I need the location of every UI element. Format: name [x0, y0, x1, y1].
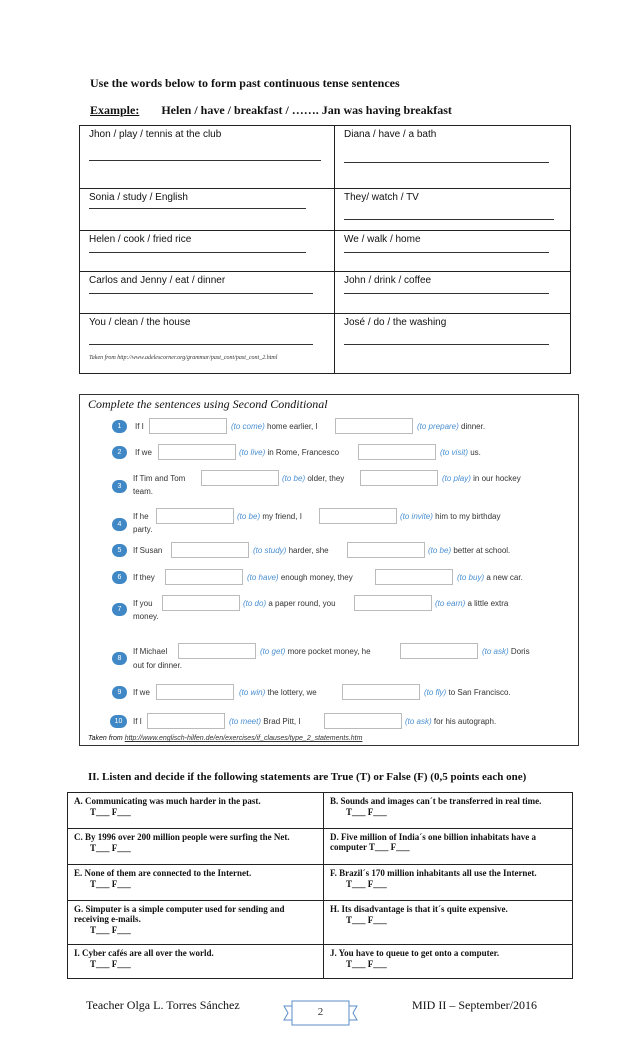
item-text: more pocket money, he	[287, 647, 371, 656]
example-line	[90, 103, 452, 118]
prompt-text: Helen / cook / fried rice	[89, 234, 192, 245]
statement-text: A. Communicating was much harder in the past.	[74, 796, 261, 806]
item-number: 6	[112, 571, 127, 584]
item-text: If they	[133, 573, 155, 582]
second-conditional-title: Complete the sentences using Second Conditional	[88, 397, 328, 411]
item-text: If I	[135, 422, 144, 431]
page-number-badge	[283, 1000, 358, 1026]
verb-hint: (to ask)	[482, 647, 509, 656]
answer-box[interactable]	[149, 418, 227, 434]
statement-cell	[324, 901, 573, 945]
verb-hint: (to fly)	[424, 688, 447, 697]
item-text: the lottery, we	[267, 688, 317, 697]
statement-text: H. Its disadvantage is that it´s quite expensive.	[330, 904, 508, 914]
answer-box[interactable]	[335, 418, 413, 434]
statement-text: D. Five million of India´s one billion inhabitats have a computer T___ F___	[330, 832, 537, 852]
item-text: If we	[133, 688, 150, 697]
verb-hint: (to visit)	[440, 448, 468, 457]
item-text: my friend, I	[262, 512, 302, 521]
item-text	[435, 599, 508, 608]
teacher-name: Teacher Olga L. Torres Sánchez	[86, 998, 240, 1012]
item-number: 1	[112, 420, 127, 433]
item-text: older, they	[307, 474, 345, 483]
answer-box[interactable]	[147, 713, 225, 729]
item-text: for his autograph.	[433, 717, 497, 726]
item-text: him to my birthday	[435, 512, 501, 521]
answer-line	[344, 293, 549, 294]
page-number: 2	[317, 1006, 324, 1018]
statement-text: F. Brazil´s 170 million inhabitants all use the Internet.	[330, 868, 537, 878]
statement-cell	[324, 829, 573, 865]
answer-line	[344, 252, 549, 253]
item-text	[482, 647, 530, 656]
true-false-table	[67, 792, 573, 979]
past-continuous-table	[79, 125, 571, 374]
item-number: 4	[112, 518, 127, 531]
item-number: 2	[112, 446, 127, 459]
statement-text: E. None of them are connected to the Internet.	[74, 868, 252, 878]
credit-link[interactable]: http://www.englisch-hilfen.de/en/exercises/if_clauses/type_2_statements.htm	[124, 735, 363, 742]
item-text: a little extra	[467, 599, 509, 608]
answer-box[interactable]	[400, 643, 478, 659]
item-text	[405, 717, 496, 726]
exercise-cell	[335, 126, 571, 189]
exam-label: MID II – September/2016	[412, 998, 537, 1012]
item-text: out for dinner.	[133, 661, 182, 670]
item-text: home earlier, I	[267, 422, 318, 431]
statement-cell	[324, 945, 573, 979]
statement-cell	[324, 793, 573, 829]
source-credit-2	[88, 735, 362, 742]
true-false-blank[interactable]: T___ F___	[90, 807, 131, 817]
statement-cell	[68, 829, 324, 865]
item-text: If we	[135, 448, 152, 457]
true-false-blank[interactable]: T___ F___	[90, 879, 131, 889]
item-text	[417, 422, 485, 431]
listening-heading: II. Listen and decide if the following statements are True (T) or False (F) (0,5 points each one)	[88, 771, 527, 783]
answer-box[interactable]	[324, 713, 402, 729]
statement-text: G. Simputer is a simple computer used for sending and receiving e-mails.	[74, 904, 285, 924]
statement-cell	[68, 945, 324, 979]
answer-box[interactable]	[178, 643, 256, 659]
verb-hint: (to get)	[260, 647, 286, 656]
true-false-blank[interactable]: T___ F___	[90, 959, 131, 969]
item-number: 9	[112, 686, 127, 699]
item-text: Brad Pitt, I	[263, 717, 301, 726]
verb-hint: (to invite)	[400, 512, 433, 521]
item-text: If Tim and Tom	[133, 474, 186, 483]
true-false-blank[interactable]: T___ F___	[346, 879, 387, 889]
item-text: enough money, they	[280, 573, 353, 582]
item-text	[457, 573, 523, 582]
item-text	[282, 474, 344, 483]
item-text	[424, 688, 511, 697]
answer-line	[344, 219, 554, 220]
verb-hint: (to be)	[282, 474, 306, 483]
item-text: us.	[470, 448, 481, 457]
item-text: dinner.	[461, 422, 486, 431]
source-credit: Taken from http://www.adelescorner.org/grammar/past_cont/past_cont_2.html	[89, 355, 278, 361]
verb-hint: (to play)	[442, 474, 471, 483]
verb-hint: (to win)	[239, 688, 266, 697]
answer-box[interactable]	[201, 470, 279, 486]
item-text	[253, 546, 329, 555]
true-false-blank[interactable]: T___ F___	[90, 925, 131, 935]
exercise-cell	[80, 314, 335, 374]
prompt-text: Carlos and Jenny / eat / dinner	[89, 275, 226, 286]
answer-line	[89, 293, 313, 294]
answer-line	[344, 162, 549, 163]
item-text	[243, 599, 336, 608]
item-text: If you	[133, 599, 153, 608]
answer-box[interactable]	[360, 470, 438, 486]
item-text: team.	[133, 487, 154, 496]
prompt-text: Jhon / play / tennis at the club	[89, 129, 222, 140]
statement-cell	[324, 865, 573, 901]
instruction-heading: Use the words below to form past continuous tense sentences	[90, 76, 400, 90]
item-text: Doris	[510, 647, 530, 656]
answer-box[interactable]	[156, 508, 234, 524]
prompt-text: They/ watch / TV	[344, 192, 419, 203]
prompt-text: Diana / have / a bath	[344, 129, 437, 140]
item-text: in Rome, Francesco	[267, 448, 340, 457]
true-false-blank[interactable]: T___ F___	[346, 915, 387, 925]
item-text: If Michael	[133, 647, 168, 656]
item-text: party.	[133, 525, 153, 534]
exercise-cell	[80, 231, 335, 272]
credit-prefix: Taken from	[88, 735, 123, 742]
item-number: 5	[112, 544, 127, 557]
answer-line	[89, 160, 321, 161]
verb-hint: (to have)	[247, 573, 279, 582]
item-text	[239, 448, 339, 457]
verb-hint: (to live)	[239, 448, 266, 457]
statement-cell	[68, 793, 324, 829]
verb-hint: (to do)	[243, 599, 267, 608]
item-text: a new car.	[486, 573, 523, 582]
exercise-cell	[80, 272, 335, 314]
answer-box[interactable]	[162, 595, 240, 611]
true-false-blank[interactable]: T___ F___	[346, 807, 387, 817]
true-false-blank[interactable]: T___ F___	[346, 959, 387, 969]
answer-line	[89, 344, 313, 345]
answer-box[interactable]	[158, 444, 236, 460]
statement-cell	[68, 901, 324, 945]
exercise-cell	[335, 314, 571, 374]
item-text	[247, 573, 353, 582]
answer-box[interactable]	[358, 444, 436, 460]
answer-box[interactable]	[342, 684, 420, 700]
item-text: If he	[133, 512, 149, 521]
verb-hint: (to be)	[428, 546, 452, 555]
item-text	[440, 448, 481, 457]
item-text: to San Francisco.	[448, 688, 511, 697]
item-text	[442, 474, 521, 483]
prompt-text: Sonia / study / English	[89, 192, 188, 203]
item-text: harder, she	[288, 546, 329, 555]
answer-line	[344, 344, 549, 345]
item-text	[428, 546, 510, 555]
answer-box[interactable]	[171, 542, 249, 558]
item-text: a paper round, you	[268, 599, 336, 608]
second-conditional-items	[79, 394, 579, 746]
answer-box[interactable]	[375, 569, 453, 585]
answer-line	[89, 208, 306, 209]
prompt-text: John / drink / coffee	[344, 275, 432, 286]
statement-text: J. You have to queue to get onto a computer.	[330, 948, 500, 958]
example-text: Helen / have / breakfast / ……. Jan was having breakfast	[161, 103, 452, 117]
item-number: 3	[112, 480, 127, 493]
exercise-cell	[335, 272, 571, 314]
item-text	[400, 512, 501, 521]
exercise-cell	[80, 189, 335, 231]
verb-hint: (to meet)	[229, 717, 262, 726]
statement-text: I. Cyber cafés are all over the world.	[74, 948, 214, 958]
answer-box[interactable]	[319, 508, 397, 524]
answer-box[interactable]	[156, 684, 234, 700]
item-text: in our hockey	[473, 474, 521, 483]
item-text	[237, 512, 302, 521]
item-number: 10	[110, 715, 127, 728]
answer-box[interactable]	[354, 595, 432, 611]
prompt-text: José / do / the washing	[344, 317, 447, 328]
verb-hint: (to ask)	[405, 717, 432, 726]
verb-hint: (to earn)	[435, 599, 466, 608]
exercise-cell	[335, 231, 571, 272]
verb-hint: (to buy)	[457, 573, 485, 582]
verb-hint: (to be)	[237, 512, 261, 521]
answer-line	[89, 252, 306, 253]
item-text: money.	[133, 612, 159, 621]
item-text	[231, 422, 318, 431]
item-text: better at school.	[453, 546, 511, 555]
prompt-text: We / walk / home	[344, 234, 421, 245]
exercise-cell	[335, 189, 571, 231]
answer-box[interactable]	[347, 542, 425, 558]
verb-hint: (to study)	[253, 546, 287, 555]
statement-cell	[68, 865, 324, 901]
item-text	[229, 717, 301, 726]
item-text	[260, 647, 371, 656]
item-number: 8	[112, 652, 127, 665]
example-label: Example:	[90, 103, 140, 117]
verb-hint: (to prepare)	[417, 422, 459, 431]
item-text: If Susan	[133, 546, 163, 555]
statement-text: C. By 1996 over 200 million people were surfing the Net.	[74, 832, 290, 842]
item-text	[239, 688, 317, 697]
answer-box[interactable]	[165, 569, 243, 585]
item-text: If I	[133, 717, 142, 726]
prompt-text: You / clean / the house	[89, 317, 191, 328]
item-number: 7	[112, 603, 127, 616]
statement-text: B. Sounds and images can´t be transferred in real time.	[330, 796, 542, 806]
verb-hint: (to come)	[231, 422, 265, 431]
true-false-blank[interactable]: T___ F___	[90, 843, 131, 853]
exercise-cell	[80, 126, 335, 189]
